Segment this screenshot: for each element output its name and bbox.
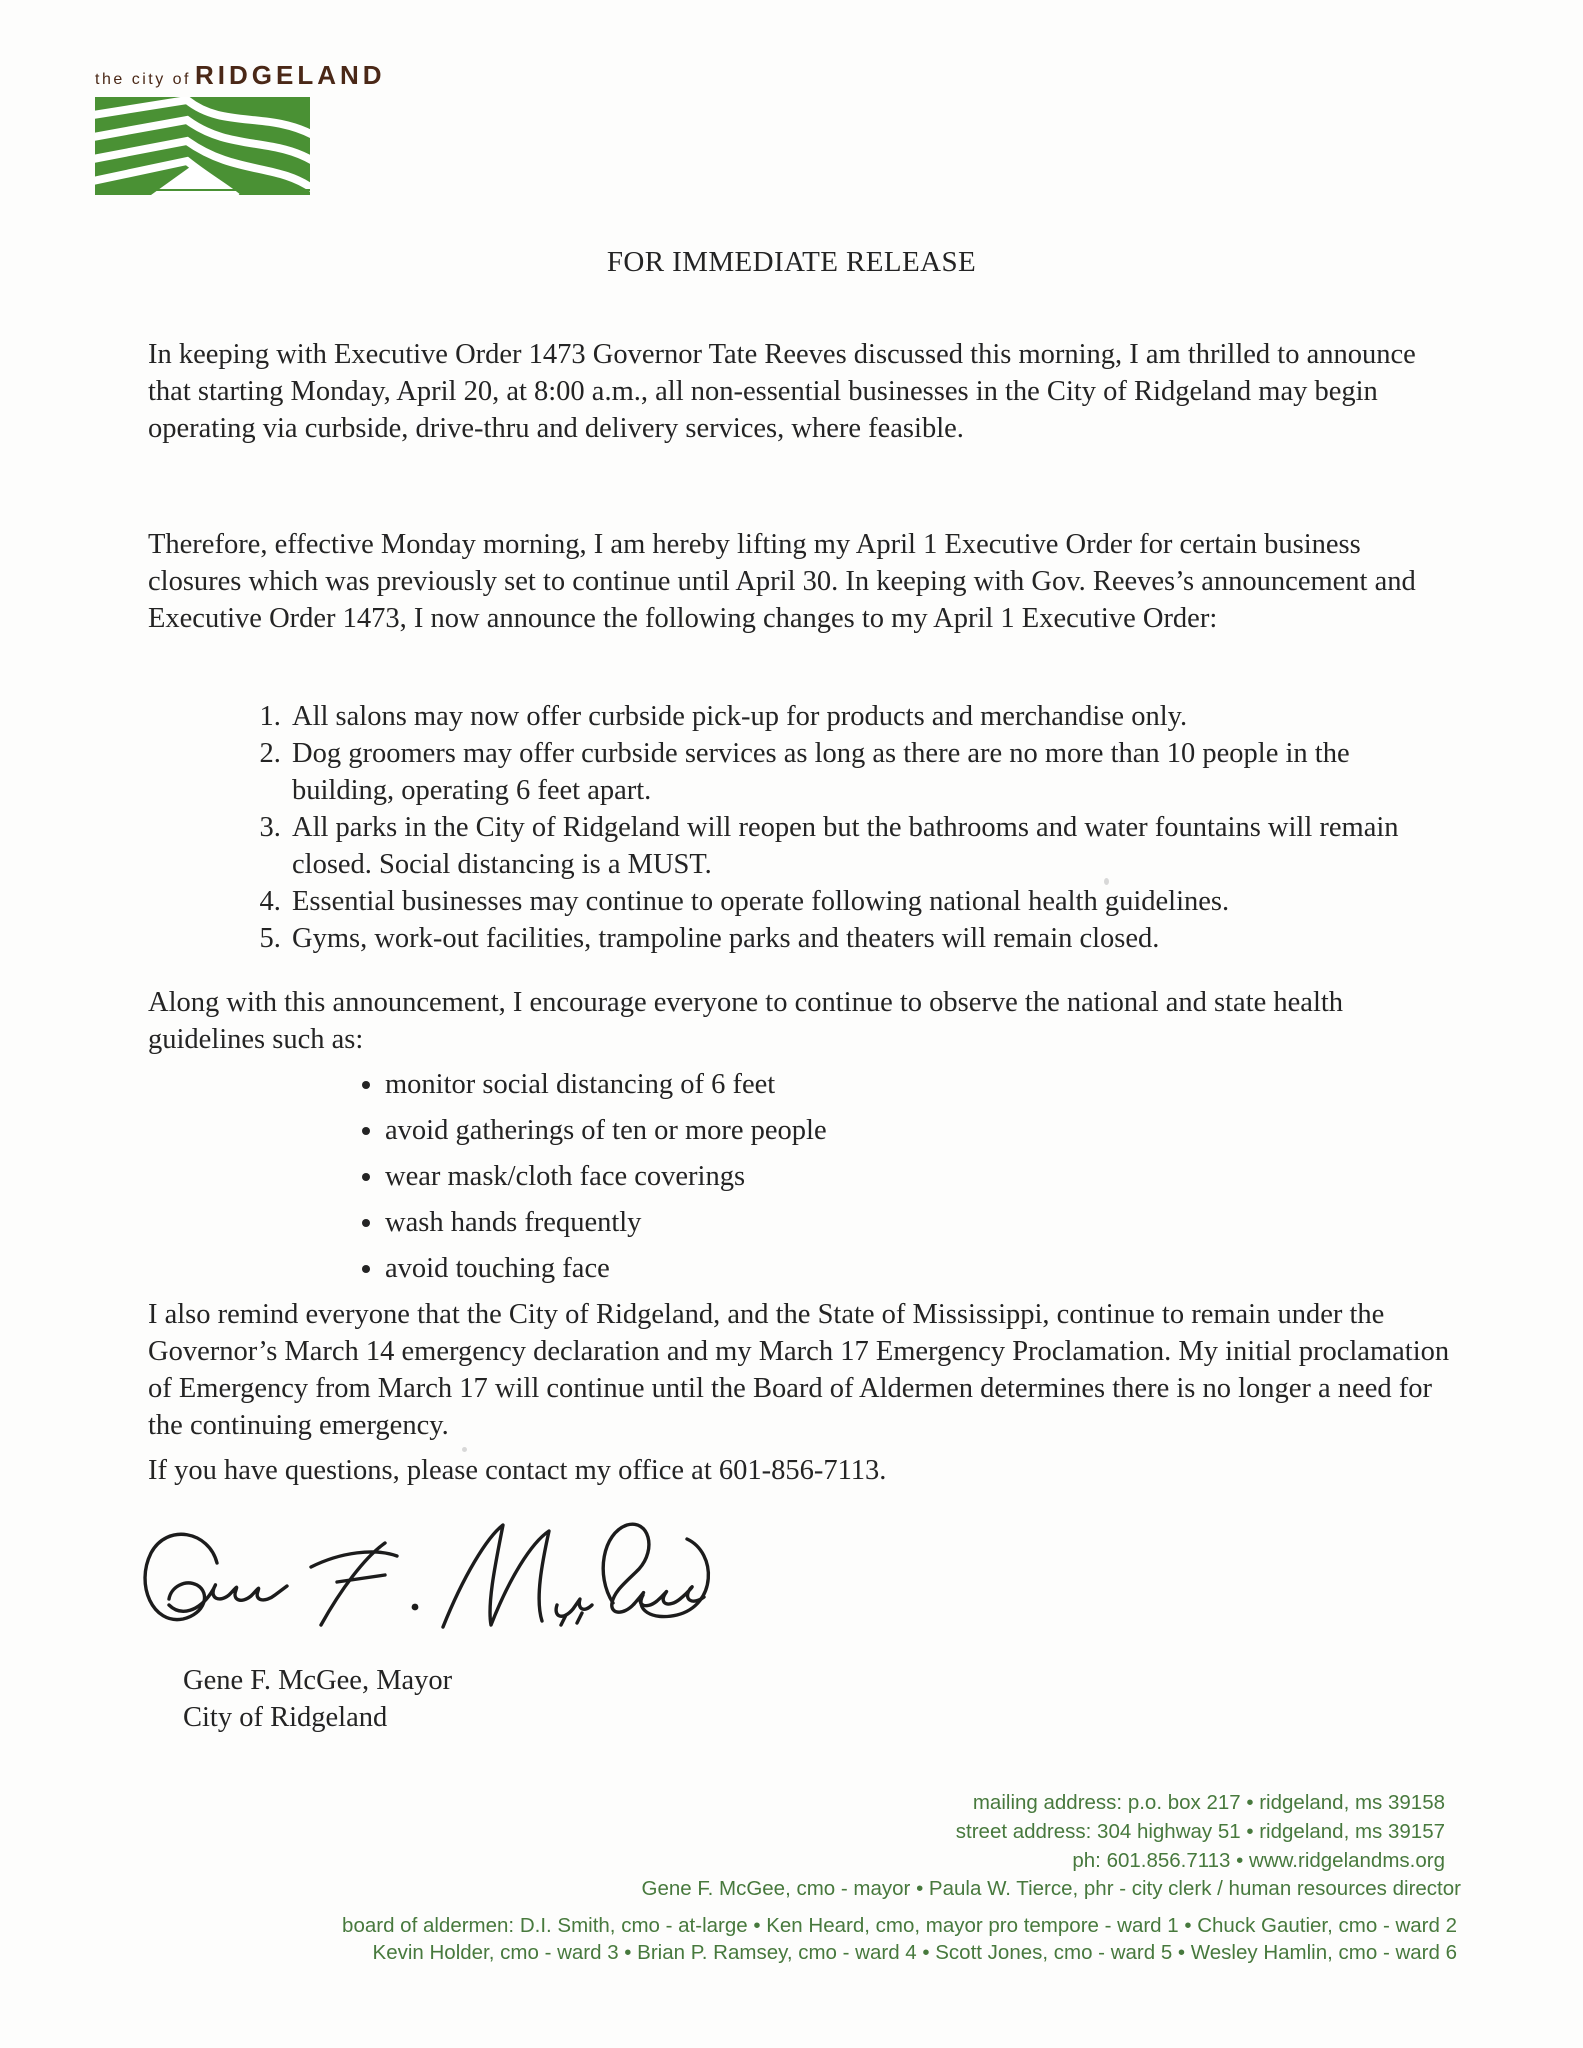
logo-tagline: the city of xyxy=(95,71,191,88)
scan-artifact-dot xyxy=(1104,878,1109,885)
signer-name-title: Gene F. McGee, Mayor xyxy=(183,1665,453,1696)
footer-address-line: street address: 304 highway 51 • ridgeland, ms 39157 xyxy=(955,1820,1445,1843)
footer-officials-line: Gene F. McGee, cmo - mayor • Paula W. Tierce, phr - city clerk / human resources director xyxy=(641,1877,1461,1900)
numbered-list-item: 4. Essential businesses may continue to operate following national health guidelines. xyxy=(288,883,1458,920)
signer-organization: City of Ridgeland xyxy=(183,1702,388,1733)
logo-city-name: RIDGELAND xyxy=(194,60,386,90)
footer-address-block xyxy=(956,1788,1445,1875)
bullet-list-item: • avoid gatherings of ten or more people xyxy=(385,1108,1345,1154)
paragraph-announcement: In keeping with Executive Order 1473 Governor Tate Reeves discussed this morning, I am thrilled to announce that starting Monday, April 20, at 8:00 a.m., all non-essential businesses in the City of Ridgeland may begin operating via curbside, drive-thru and delivery services, where feasible. xyxy=(148,339,1416,444)
numbered-list-item: 3. All parks in the City of Ridgeland will reopen but the bathrooms and water fountains will remain closed. Social distancing is a MUST. xyxy=(288,809,1458,883)
ridgeland-waves-icon xyxy=(95,97,310,195)
footer-aldermen-line: Kevin Holder, cmo - ward 3 • Brian P. Ramsey, cmo - ward 4 • Scott Jones, cmo - ward 5 • Wesley Hamlin, cmo - ward 6 xyxy=(372,1941,1457,1964)
signature-block xyxy=(183,1662,452,1736)
bullet-list-item: • monitor social distancing of 6 feet xyxy=(385,1062,1345,1108)
page-title: FOR IMMEDIATE RELEASE xyxy=(606,246,977,278)
footer-aldermen-block xyxy=(342,1912,1457,1966)
health-guidelines-list xyxy=(283,1062,1345,1292)
numbered-list-item: 2. Dog groomers may offer curbside services as long as there are no more than 10 people in the building, operating 6 feet apart. xyxy=(288,735,1458,809)
city-logo xyxy=(95,60,386,195)
executive-order-changes-list xyxy=(198,698,1458,957)
bullet-list-item: • wear mask/cloth face coverings xyxy=(385,1154,1345,1200)
numbered-list-item: 5. Gyms, work-out facilities, trampoline parks and theaters will remain closed. xyxy=(288,920,1458,957)
bullet-list-item: • wash hands frequently xyxy=(385,1200,1345,1246)
paragraph-guidelines-intro: Along with this announcement, I encourage everyone to continue to observe the national and state health guidelines such as: xyxy=(148,987,1344,1055)
logo-wordmark xyxy=(95,60,386,91)
bullet-list-item: • avoid touching face xyxy=(385,1246,1345,1292)
paragraph-contact: If you have questions, please contact my office at 601-856-7113. xyxy=(148,1455,887,1486)
numbered-list-item: 1. All salons may now offer curbside pick-up for products and merchandise only. xyxy=(288,698,1458,735)
footer-address-line: ph: 601.856.7113 • www.ridgelandms.org xyxy=(1072,1849,1445,1872)
footer-aldermen-line: board of aldermen: D.I. Smith, cmo - at-large • Ken Heard, cmo, mayor pro tempore - ward 1 • Chuck Gautier, cmo - ward 2 xyxy=(342,1914,1457,1937)
footer-address-line: mailing address: p.o. box 217 • ridgeland, ms 39158 xyxy=(972,1791,1445,1814)
paragraph-order-lifting: Therefore, effective Monday morning, I am hereby lifting my April 1 Executive Order for certain business closures which was previously set to continue until April 30. In keeping with Gov. Reeves’s announcement and Executive Order 1473, I now announce the following changes to my April 1 Executive Order: xyxy=(148,529,1416,634)
scan-artifact-dot xyxy=(462,1447,467,1452)
paragraph-emergency-declaration: I also remind everyone that the City of Ridgeland, and the State of Mississippi, continue to remain under the Governor’s March 14 emergency declaration and my March 17 Emergency Proclamation. My initial proclamation of Emergency from March 17 will continue until the Board of Aldermen determines there is no longer a need for the continuing emergency. xyxy=(148,1299,1450,1441)
